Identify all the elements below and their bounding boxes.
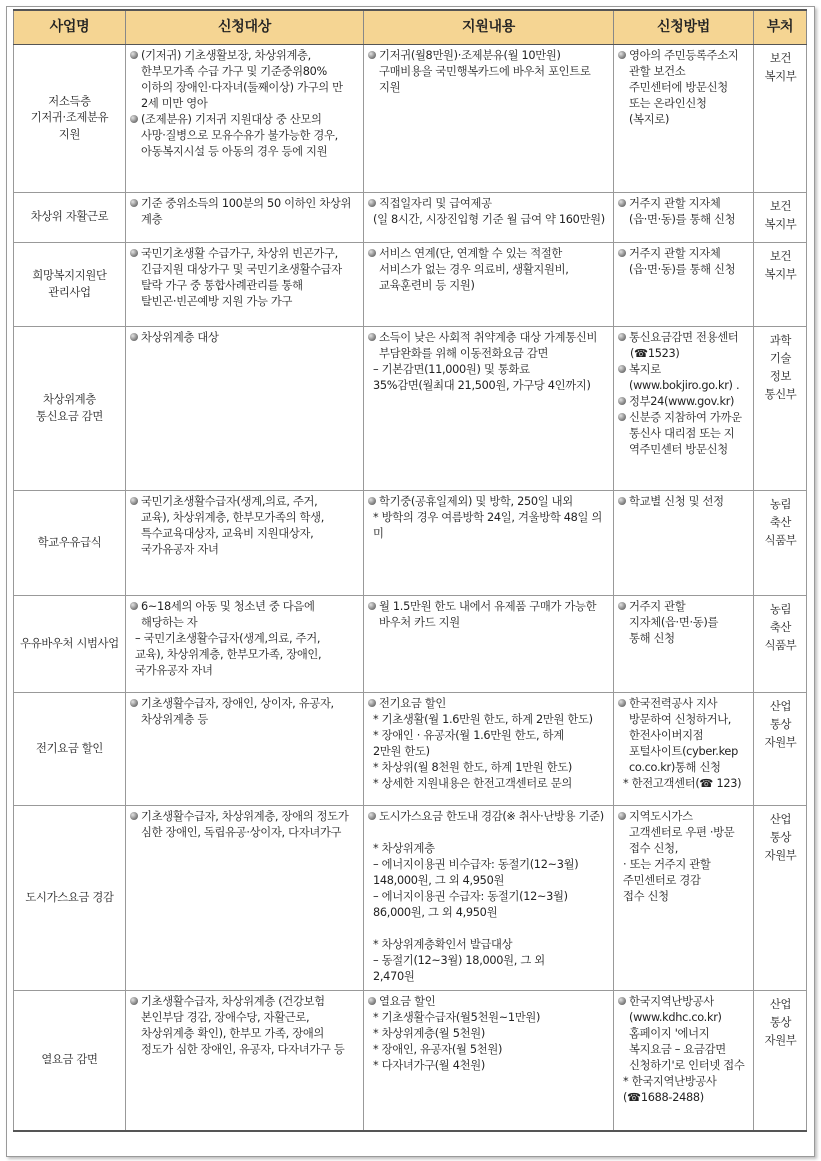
header-eligibility: 신청대상 bbox=[126, 10, 364, 45]
table-row bbox=[14, 327, 807, 491]
ministry-name: 보건 복지부 bbox=[764, 200, 797, 232]
bullet-item bbox=[368, 196, 610, 212]
application-method-cell bbox=[614, 693, 754, 806]
bullet-icon bbox=[368, 333, 376, 341]
bullet-icon bbox=[618, 333, 626, 341]
bullet-icon bbox=[130, 497, 138, 505]
header-application-method: 신청방법 bbox=[614, 10, 754, 45]
sub-item: * 차상위계층 – 에너지이용권 비수급자: 동절기(12~3월) 148,000원, 그 외 4,950원 – 에너지이용권 수급자: 동절기(12~3월) 86,000원, 그 외 4,950원 * 차상위계층확인서 발급대상 – 동절기(12~3월) 18,000원, 그 외 2,470원 bbox=[373, 842, 579, 984]
bullet-text: 전기요금 할인 bbox=[379, 697, 446, 710]
ministry-name: 보건 복지부 bbox=[764, 52, 797, 84]
bullet-icon bbox=[368, 249, 376, 257]
program-name: 차상위계층 통신요금 감면 bbox=[36, 393, 103, 423]
bullet-text: 복지로 (www.bokjiro.go.kr) . bbox=[629, 363, 740, 393]
program-name: 도시가스요금 경감 bbox=[25, 890, 114, 904]
bullet-icon bbox=[130, 602, 138, 610]
bullet-item bbox=[130, 48, 360, 112]
bullet-text: 소득이 낮은 사회적 취약계층 대상 가계통신비 부담완화를 위해 이동전화요금 감면 bbox=[379, 331, 598, 361]
ministry-cell bbox=[754, 991, 807, 1131]
ministry-cell bbox=[754, 491, 807, 596]
bullet-text: 기초생활수급자, 차상위계층 (건강보험 본인부담 경감, 장애수당, 자활근로, 차상위계층 확인), 한부모 가족, 장애의 정도가 심한 장애인, 유공자, 다자녀가구 등 bbox=[141, 995, 345, 1057]
bullet-item bbox=[618, 394, 750, 410]
bullet-text: 지역도시가스 고객센터로 우편 ·방문 접수 신청, bbox=[629, 810, 735, 856]
eligibility-cell bbox=[126, 806, 364, 991]
sub-item: * 기초생활(월 1.6만원 한도, 하계 2만원 한도) * 장애인 · 유공자(월 1.6만원 한도, 하계 2만원 한도) * 차상위(월 8천원 한도, 하계 1만원 한도) * 상세한 지원내용은 한전고객센터로 문의 bbox=[373, 713, 593, 791]
program-name-cell bbox=[14, 243, 126, 327]
bullet-icon bbox=[130, 997, 138, 1005]
bullet-text: 직접일자리 및 급여제공 bbox=[379, 197, 492, 210]
support-content-cell bbox=[364, 327, 614, 491]
bullet-item bbox=[368, 809, 610, 825]
bullet-item bbox=[618, 330, 750, 346]
program-name: 학교우유급식 bbox=[37, 535, 102, 549]
eligibility-cell bbox=[126, 45, 364, 193]
bullet-item bbox=[130, 599, 360, 631]
bullet-icon bbox=[618, 413, 626, 421]
bullet-text: 6~18세의 아동 및 청소년 중 다음에 해당하는 자 bbox=[141, 600, 315, 630]
bullet-text: 학교별 신청 및 선정 bbox=[629, 495, 724, 508]
bullet-item bbox=[618, 494, 750, 510]
sub-item: (☎1523) bbox=[630, 347, 680, 361]
bullet-text: 신분증 지참하여 가까운 통신사 대리점 또는 지 역주민센터 방문신청 bbox=[629, 411, 742, 457]
welfare-programs-table bbox=[13, 9, 807, 1132]
support-content-cell bbox=[364, 491, 614, 596]
table-row bbox=[14, 806, 807, 991]
bullet-icon bbox=[618, 602, 626, 610]
program-name-cell bbox=[14, 806, 126, 991]
program-name-cell bbox=[14, 327, 126, 491]
bullet-item bbox=[618, 809, 750, 857]
bullet-icon bbox=[618, 249, 626, 257]
bullet-icon bbox=[618, 397, 626, 405]
bullet-icon bbox=[130, 199, 138, 207]
bullet-item bbox=[130, 994, 360, 1058]
program-name: 희망복지지원단 관리사업 bbox=[32, 269, 107, 299]
bullet-item bbox=[368, 696, 610, 712]
bullet-text: 거주지 관할 지자체(읍·면·동)를 통해 신청 bbox=[629, 600, 719, 646]
bullet-icon bbox=[368, 812, 376, 820]
bullet-text: 국민기초생활 수급가구, 차상위 빈곤가구, 긴급지원 대상가구 및 국민기초생활수급자 탈락 가구 중 통합사례관리를 통해 탈빈곤·빈곤예방 지원 가능 가구 bbox=[141, 247, 342, 309]
eligibility-cell bbox=[126, 491, 364, 596]
program-name: 우유바우처 시범사업 bbox=[20, 636, 119, 650]
bullet-item bbox=[618, 246, 750, 278]
bullet-icon bbox=[618, 699, 626, 707]
bullet-icon bbox=[130, 249, 138, 257]
application-method-cell bbox=[614, 596, 754, 693]
bullet-item bbox=[618, 362, 750, 394]
ministry-name: 산업 통상 자원부 bbox=[764, 813, 797, 863]
eligibility-cell bbox=[126, 693, 364, 806]
bullet-text: (기저귀) 기초생활보장, 차상위계층, 한부모가족 수급 가구 및 기준중위80% 이하의 장애인·다자녀(둘째이상) 가구의 만 2세 미만 영아 bbox=[141, 49, 343, 111]
bullet-text: 기초생활수급자, 차상위계층, 장애의 정도가 심한 장애인, 독립유공·상이자, 다자녀가구 bbox=[141, 810, 349, 840]
bullet-icon bbox=[618, 365, 626, 373]
bullet-item bbox=[368, 330, 610, 362]
table-row bbox=[14, 243, 807, 327]
bullet-icon bbox=[618, 997, 626, 1005]
bullet-text: 도시가스요금 한도내 경감(※ 취사·난방용 기준) bbox=[379, 810, 604, 823]
application-method-cell bbox=[614, 193, 754, 243]
bullet-icon bbox=[618, 497, 626, 505]
bullet-item bbox=[130, 696, 360, 728]
bullet-icon bbox=[368, 51, 376, 59]
bullet-text: 차상위계층 대상 bbox=[141, 331, 219, 344]
sub-item: * 한국지역난방공사 (☎1688-2488) bbox=[623, 1075, 717, 1105]
bullet-item bbox=[618, 48, 750, 128]
bullet-text: 통신요금감면 전용센터 bbox=[629, 331, 739, 344]
bullet-icon bbox=[368, 199, 376, 207]
bullet-item bbox=[130, 809, 360, 841]
bullet-item bbox=[368, 599, 610, 631]
sub-item: * 기초생활수급자(월5천원~1만원) * 차상위계층(월 5천원) * 장애인, 유공자(월 5천원) * 다자녀가구(월 4천원) bbox=[373, 1011, 541, 1073]
bullet-icon bbox=[130, 812, 138, 820]
support-content-cell bbox=[364, 243, 614, 327]
ministry-cell bbox=[754, 806, 807, 991]
bullet-text: 열요금 할인 bbox=[379, 995, 436, 1008]
bullet-icon bbox=[368, 602, 376, 610]
support-content-cell bbox=[364, 45, 614, 193]
bullet-text: 영아의 주민등록주소지 관할 보건소 주민센터에 방문신청 또는 온라인신청 (복지로) bbox=[629, 49, 739, 127]
sub-item: * 방학의 경우 여름방학 24일, 겨울방학 48일 의미 bbox=[373, 511, 603, 541]
bullet-item bbox=[130, 246, 360, 310]
bullet-item bbox=[368, 246, 610, 294]
header-support-content: 지원내용 bbox=[364, 10, 614, 45]
bullet-icon bbox=[130, 333, 138, 341]
application-method-cell bbox=[614, 806, 754, 991]
bullet-text: 기초생활수급자, 장애인, 상이자, 유공자, 차상위계층 등 bbox=[141, 697, 334, 727]
bullet-icon bbox=[618, 199, 626, 207]
bullet-text: 국민기초생활수급자(생계,의료, 주거, 교육), 차상위계층, 한부모가족의 학생, 특수교육대상자, 교육비 지원대상자, 국가유공자 자녀 bbox=[141, 495, 325, 557]
support-content-cell bbox=[364, 806, 614, 991]
bullet-icon bbox=[618, 51, 626, 59]
bullet-item bbox=[618, 994, 750, 1074]
bullet-icon bbox=[368, 997, 376, 1005]
support-content-cell bbox=[364, 991, 614, 1131]
table-row bbox=[14, 193, 807, 243]
table-row bbox=[14, 491, 807, 596]
eligibility-cell bbox=[126, 596, 364, 693]
bullet-text: 서비스 연계(단, 연계할 수 있는 적절한 서비스가 없는 경우 의료비, 생활지원비, 교육훈련비 등 지원) bbox=[379, 247, 569, 293]
bullet-text: 기준 중위소득의 100분의 50 이하인 차상위 계층 bbox=[141, 197, 352, 227]
eligibility-cell bbox=[126, 243, 364, 327]
eligibility-cell bbox=[126, 327, 364, 491]
bullet-icon bbox=[130, 51, 138, 59]
program-name-cell bbox=[14, 491, 126, 596]
ministry-cell bbox=[754, 596, 807, 693]
bullet-text: 학기중(공휴일제외) 및 방학, 250일 내외 bbox=[379, 495, 573, 508]
table-row bbox=[14, 45, 807, 193]
bullet-text: (조제분유) 기저귀 지원대상 중 산모의 사망·질병으로 모유수유가 불가능한 경우, 아동복지시설 등 아동의 경우 등에 지원 bbox=[141, 113, 338, 159]
bullet-item bbox=[368, 494, 610, 510]
bullet-item bbox=[368, 48, 610, 96]
bullet-icon bbox=[130, 699, 138, 707]
sub-item: · 또는 거주지 관할 주민센터로 경감 접수 신청 bbox=[623, 858, 711, 904]
bullet-text: 기저귀(월8만원)·조제분유(월 10만원) 구매비용을 국민행복카드에 바우처 포인트로 지원 bbox=[379, 49, 591, 95]
program-name: 저소득층 기저귀·조제분유 지원 bbox=[30, 94, 109, 141]
bullet-icon bbox=[130, 115, 138, 123]
ministry-cell bbox=[754, 45, 807, 193]
program-name: 차상위 자활근로 bbox=[30, 210, 109, 224]
support-content-cell bbox=[364, 193, 614, 243]
application-method-cell bbox=[614, 491, 754, 596]
application-method-cell bbox=[614, 327, 754, 491]
ministry-name: 산업 통상 자원부 bbox=[764, 998, 797, 1048]
support-content-cell bbox=[364, 693, 614, 806]
ministry-cell bbox=[754, 327, 807, 491]
ministry-name: 농림 축산 식품부 bbox=[764, 498, 797, 548]
ministry-cell bbox=[754, 243, 807, 327]
bullet-item bbox=[618, 599, 750, 647]
table-row bbox=[14, 596, 807, 693]
header-ministry: 부처 bbox=[754, 10, 807, 45]
ministry-name: 보건 복지부 bbox=[764, 250, 797, 282]
header-row bbox=[14, 10, 807, 45]
bullet-icon bbox=[618, 812, 626, 820]
ministry-name: 농림 축산 식품부 bbox=[764, 603, 797, 653]
header-program-name: 사업명 bbox=[14, 10, 126, 45]
application-method-cell bbox=[614, 243, 754, 327]
ministry-cell bbox=[754, 693, 807, 806]
bullet-item bbox=[368, 994, 610, 1010]
bullet-item bbox=[130, 330, 360, 346]
eligibility-cell bbox=[126, 991, 364, 1131]
bullet-item bbox=[618, 196, 750, 228]
application-method-cell bbox=[614, 991, 754, 1131]
application-method-cell bbox=[614, 45, 754, 193]
program-name-cell bbox=[14, 693, 126, 806]
bullet-item bbox=[618, 696, 750, 776]
bullet-item bbox=[130, 112, 360, 160]
bullet-icon bbox=[368, 497, 376, 505]
bullet-text: 거주지 관할 지자체 (읍·면·동)를 통해 신청 bbox=[629, 197, 736, 227]
program-name: 전기요금 할인 bbox=[36, 741, 103, 755]
sub-item: (일 8시간, 시장진입형 기준 월 급여 약 160만원) bbox=[373, 213, 605, 227]
sub-item: * 한전고객센터(☎ 123) bbox=[623, 777, 742, 791]
table-row bbox=[14, 693, 807, 806]
bullet-text: 정부24(www.gov.kr) bbox=[629, 395, 735, 409]
program-name-cell bbox=[14, 45, 126, 193]
bullet-text: 월 1.5만원 한도 내에서 유제품 구매가 가능한 바우처 카드 지원 bbox=[379, 600, 597, 630]
program-name: 열요금 감면 bbox=[41, 1053, 98, 1067]
sub-item: – 기본감면(11,000원) 및 통화료 35%감면(월최대 21,500원, 가구당 4인까지) bbox=[373, 363, 591, 393]
bullet-item bbox=[130, 494, 360, 558]
bullet-item bbox=[130, 196, 360, 228]
program-name-cell bbox=[14, 991, 126, 1131]
bullet-icon bbox=[368, 699, 376, 707]
support-content-cell bbox=[364, 596, 614, 693]
ministry-name: 산업 통상 자원부 bbox=[764, 700, 797, 750]
ministry-name: 과학 기술 정보 통신부 bbox=[764, 334, 797, 402]
bullet-text: 한국지역난방공사 (www.kdhc.co.kr) 홈페이지 '에너지 복지요금 – 요금감면 신청하기'로 인터넷 접수 bbox=[629, 995, 745, 1073]
ministry-cell bbox=[754, 193, 807, 243]
program-name-cell bbox=[14, 193, 126, 243]
bullet-text: 거주지 관할 지자체 (읍·면·동)를 통해 신청 bbox=[629, 247, 736, 277]
bullet-item bbox=[618, 410, 750, 458]
program-name-cell bbox=[14, 596, 126, 693]
bullet-text: 한국전력공사 지사 방문하여 신청하거나, 한전사이버지점 포털사이트(cyber.kep co.co.kr)통해 신청 bbox=[629, 697, 738, 775]
eligibility-cell bbox=[126, 193, 364, 243]
sub-item: – 국민기초생활수급자(생계,의료, 주거, 교육), 차상위계층, 한부모가족, 장애인, 국가유공자 자녀 bbox=[135, 632, 322, 678]
table-row bbox=[14, 991, 807, 1131]
